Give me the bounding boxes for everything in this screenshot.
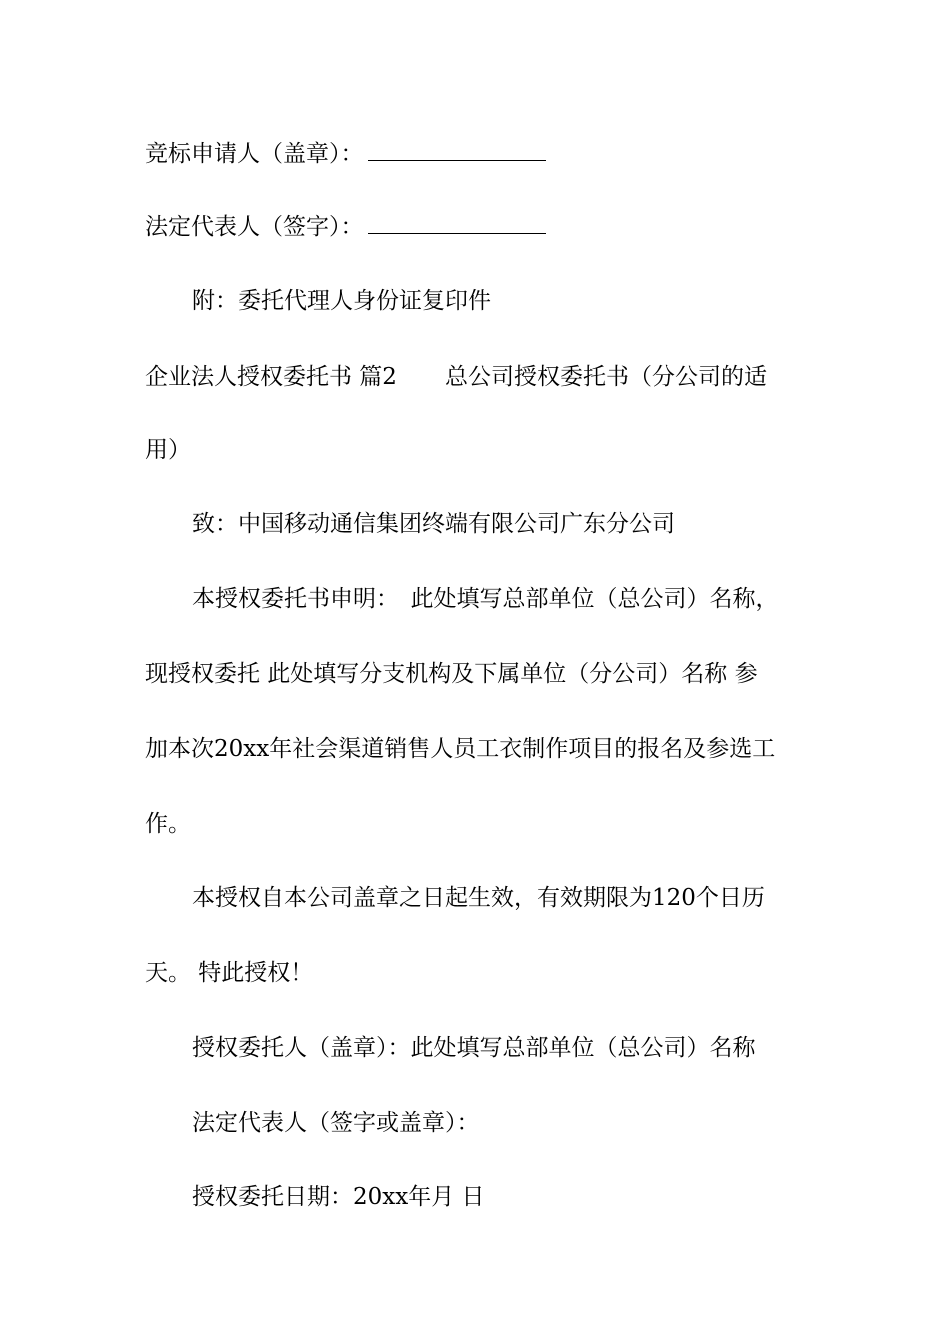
legal-rep-sign-or-seal-line: 法定代表人（签字或盖章）： [192, 1110, 480, 1136]
body-paragraph-1-line-3: 加本次20xx年社会渠道销售人员工衣制作项目的报名及参选工 [145, 736, 776, 762]
legal-rep-sign-label: 法定代表人（签字）： [145, 214, 364, 240]
authorization-date-line: 授权委托日期：20xx年月 日 [192, 1184, 485, 1210]
section-subtitle: 总公司授权委托书（分公司的适 [444, 364, 767, 390]
applicant-seal-label: 竞标申请人（盖章）： [145, 141, 364, 167]
applicant-seal-blank[interactable] [368, 138, 546, 161]
section-subtitle-cont: 用） [145, 437, 191, 463]
applicant-seal-line [145, 138, 815, 169]
body-paragraph-1-line-1: 本授权委托书申明： 此处填写总部单位（总公司）名称， [192, 586, 779, 612]
grantor-seal-line: 授权委托人（盖章）：此处填写总部单位（总公司）名称 [192, 1035, 756, 1061]
body-paragraph-2-line-2: 天。 特此授权！ [145, 960, 314, 986]
section-title: 企业法人授权委托书 篇2 [145, 364, 397, 390]
body-paragraph-1-line-2: 现授权委托 此处填写分支机构及下属单位（分公司）名称 参 [145, 661, 758, 687]
body-paragraph-2-line-1: 本授权自本公司盖章之日起生效，有效期限为120个日历 [192, 885, 765, 911]
body-paragraph-1-line-4: 作。 [145, 811, 191, 837]
legal-rep-sign-blank[interactable] [368, 211, 546, 234]
section-heading-line [145, 362, 815, 392]
addressee: 致：中国移动通信集团终端有限公司广东分公司 [192, 511, 675, 537]
attachment-note: 附：委托代理人身份证复印件 [192, 288, 491, 314]
legal-rep-sign-line [145, 211, 815, 242]
